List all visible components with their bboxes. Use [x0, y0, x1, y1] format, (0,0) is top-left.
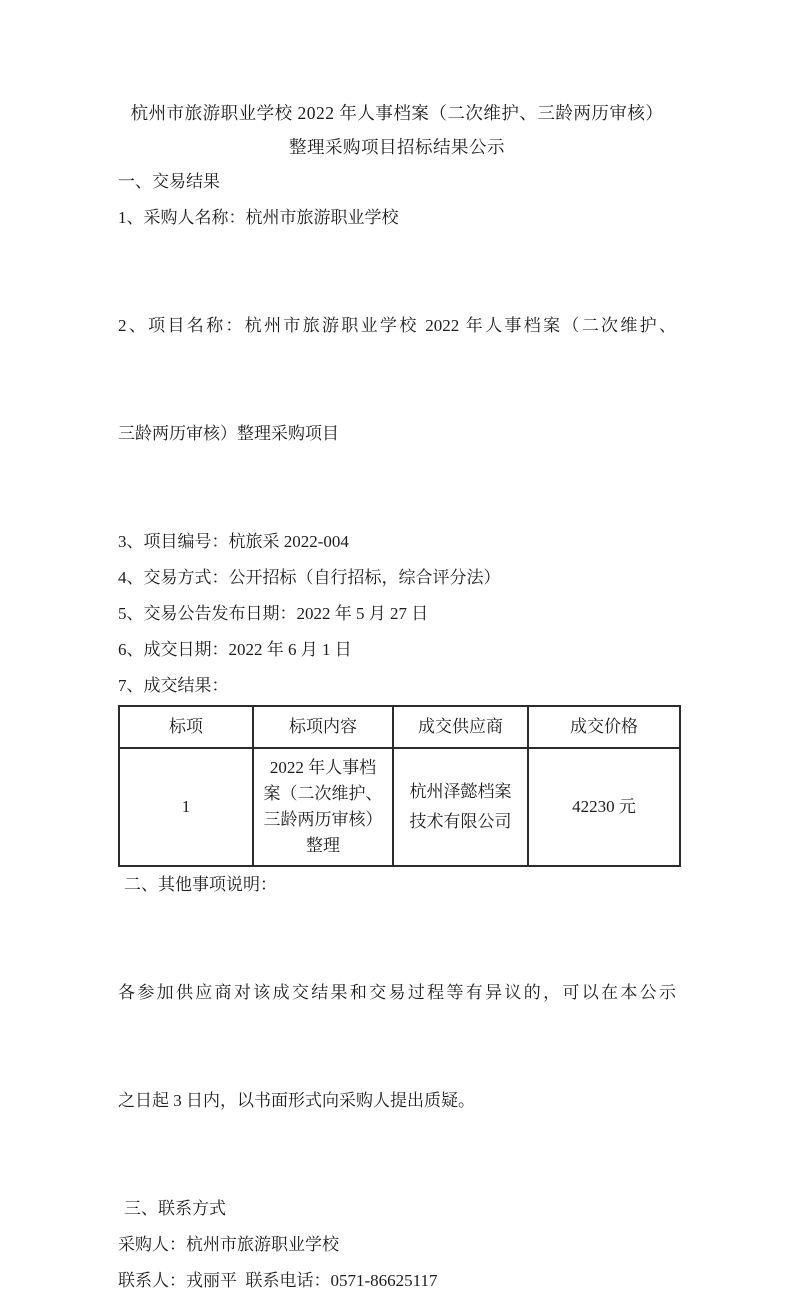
- contact-buyer: 采购人：杭州市旅游职业学校: [118, 1235, 339, 1254]
- section-1-heading: 一、交易结果: [118, 172, 220, 191]
- table-row: [119, 748, 680, 866]
- column-header-lot: 标项: [119, 706, 253, 748]
- dispute-paragraph: [118, 903, 676, 1191]
- document-content: [118, 96, 676, 1299]
- item-deal-date: 6、成交日期：2022 年 6 月 1 日: [118, 640, 352, 659]
- cell-lot-content: 2022 年人事档 案（二次维护、 三龄两历审核） 整理: [253, 748, 393, 866]
- title-line-1: 杭州市旅游职业学校 2022 年人事档案（二次维护、三龄两历审核）: [130, 103, 664, 123]
- title-line-2: 整理采购项目招标结果公示: [289, 137, 505, 157]
- item-project-number: 3、项目编号：杭旅采 2022-004: [118, 532, 349, 551]
- cell-supplier: 杭州泽懿档案 技术有限公司: [393, 748, 528, 866]
- section-2-heading: 二、其他事项说明：: [124, 875, 277, 894]
- document-title: [118, 96, 676, 164]
- table-header-row: [119, 706, 680, 748]
- column-header-content: 标项内容: [253, 706, 393, 748]
- column-header-supplier: 成交供应商: [393, 706, 528, 748]
- cell-lot-number: 1: [119, 748, 253, 866]
- item-project-name: [118, 236, 676, 524]
- dispute-paragraph-line-2: 之日起 3 日内，以书面形式向采购人提出质疑。: [118, 1091, 475, 1110]
- item-project-name-line-2: 三龄两历审核）整理采购项目: [118, 424, 339, 443]
- column-header-price: 成交价格: [528, 706, 680, 748]
- contact-person-phone: 联系人：戎丽平 联系电话：0571-86625117: [118, 1271, 438, 1290]
- section-3-heading: 三、联系方式: [124, 1199, 226, 1218]
- results-table: [118, 705, 681, 867]
- item-buyer-name: 1、采购人名称：杭州市旅游职业学校: [118, 208, 399, 227]
- item-deal-result-label: 7、成交结果：: [118, 676, 229, 695]
- item-trade-method: 4、交易方式：公开招标（自行招标，综合评分法）: [118, 568, 501, 587]
- cell-price: 42230 元: [528, 748, 680, 866]
- item-project-name-line-1: 2、项目名称：杭州市旅游职业学校 2022 年人事档案（二次维护、: [118, 316, 676, 335]
- item-notice-date: 5、交易公告发布日期：2022 年 5 月 27 日: [118, 604, 429, 623]
- dispute-paragraph-line-1: 各参加供应商对该成交结果和交易过程等有异议的，可以在本公示: [118, 983, 676, 1002]
